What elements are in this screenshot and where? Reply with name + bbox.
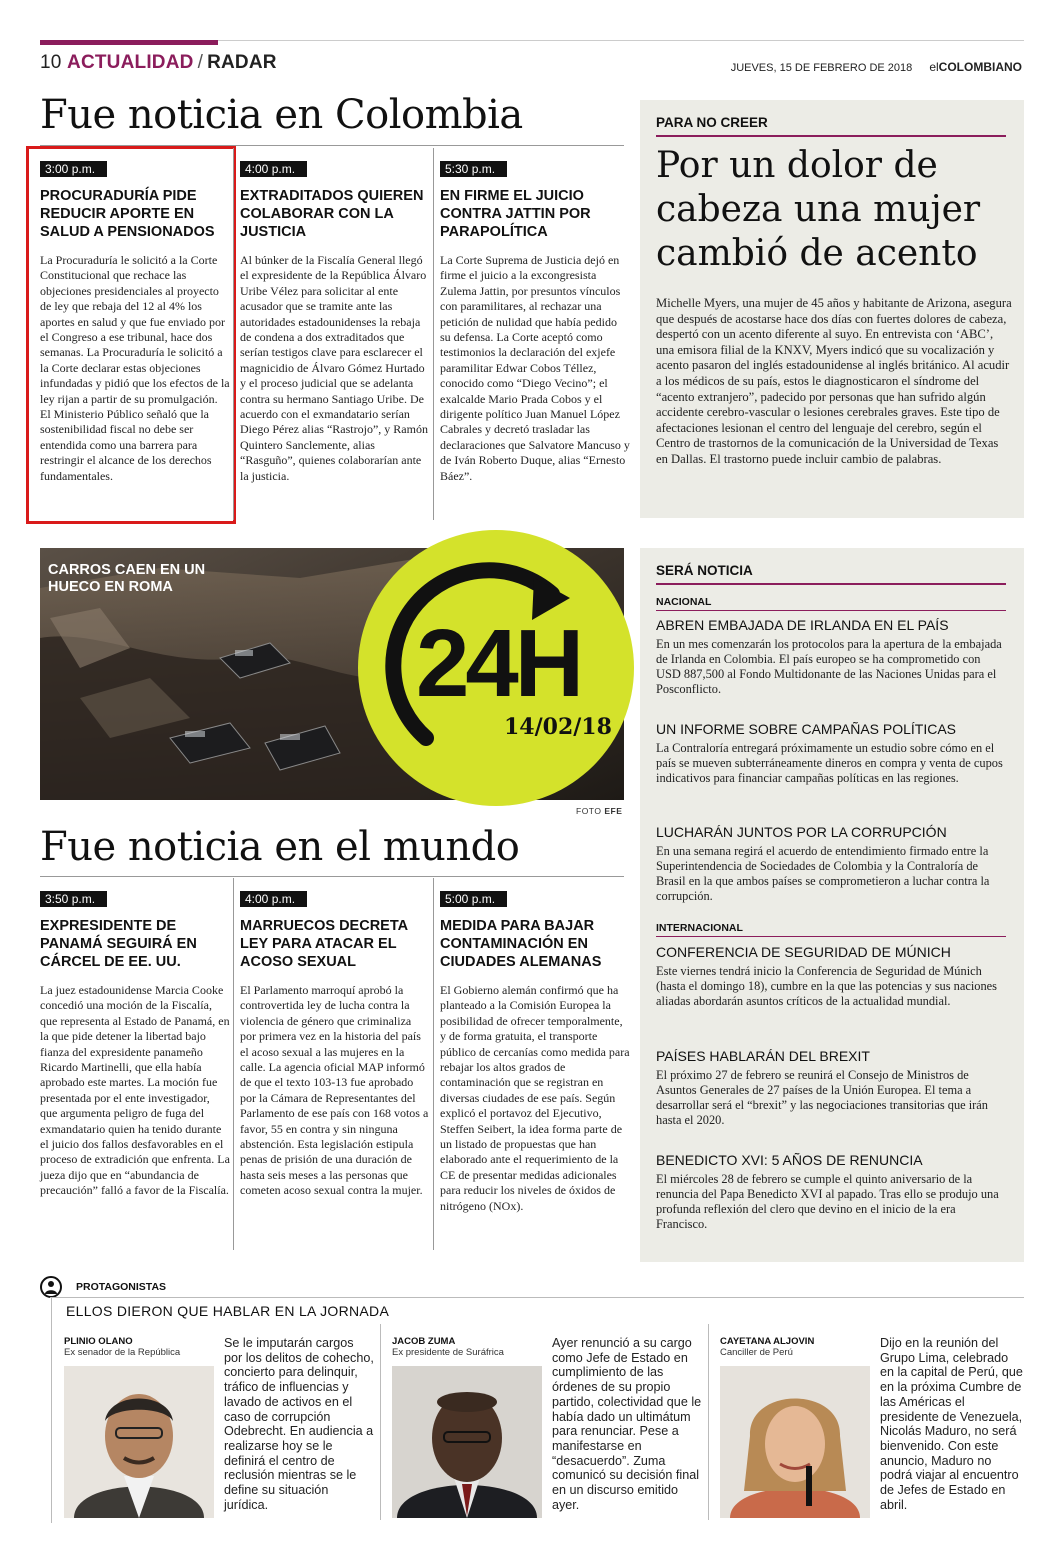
protagonist-header [392, 1336, 542, 1358]
newspaper-brand: elCOLOMBIANO [929, 60, 1022, 74]
colombia-item-1 [40, 158, 230, 484]
time-badge: 4:00 p.m. [240, 891, 307, 907]
item-headline: EN FIRME EL JUICIO CONTRA JATTIN POR PARAPOLÍTICA [440, 188, 591, 240]
column-divider [233, 878, 234, 1250]
protagonistas-label: PROTAGONISTAS [76, 1281, 167, 1293]
protagonist-name: PLINIO OLANO [64, 1336, 133, 1347]
subsection-name: RADAR [207, 52, 277, 73]
protagonist-role: Ex presidente de Suráfrica [392, 1347, 504, 1358]
protagonistas-rule [50, 1297, 1024, 1298]
dateline [731, 60, 1022, 74]
protagonist-photo [64, 1366, 214, 1518]
nacional-label: NACIONAL [656, 596, 712, 608]
subsection-rule [656, 610, 1006, 611]
24h-date: 14/02/18 [504, 714, 612, 740]
time-badge: 5:30 p.m. [440, 161, 507, 177]
column-divider [433, 148, 434, 520]
issue-date: JUEVES, 15 DE FEBRERO DE 2018 [730, 62, 913, 74]
protagonist-name: JACOB ZUMA [392, 1336, 456, 1347]
protagonist-role: Canciller de Perú [720, 1347, 793, 1358]
photo-credit: FOTO EFE [576, 806, 623, 816]
sera-noticia-item: UN INFORME SOBRE CAMPAÑAS POLÍTICAS La Contraloría entregará próximamente un estudio sobre cómo en el país se mueven subterráneamente dineros en compra y venta de cupos indicativos para financiar campañas políticas en las regiones. [656, 721, 1003, 785]
colombia-item-3 [440, 158, 630, 484]
column-divider [233, 148, 234, 520]
sera-noticia-item: LUCHARÁN JUNTOS POR LA CORRUPCIÓN En una semana regirá el acuerdo de entendimiento firmado entre la Superintendencia de Sociedades de Colombia y la Contraloría de Brasil en la que ambos países se comprometieron a luchar contra la corrupción. [656, 824, 990, 903]
protagonist-role: Ex senador de la República [64, 1347, 181, 1358]
sera-noticia-item: ABREN EMBAJADA DE IRLANDA EN EL PAÍS En un mes comenzarán los protocolos para la apertura de la embajada de Irlanda en Colombia. El país europeo se ha comprometido con USD 887,500 al Fondo Multidonante de las Naciones Unidas para el Posconflicto. [656, 617, 1002, 696]
para-no-creer-body: Michelle Myers, una mujer de 45 años y habitante de Arizona, asegura que después de acostarse hace dos días con fuertes dolores de cabeza, despertó con un acento diferente al suyo. En entrevista con ‘ABC’, una emisora filial de la KNXV, Myers indicó que su vocalización y acento pasaron del inglés estadounidense al inglés británico. Al acudir a los médicos de su país, estos le diagnosticaron el síndrome del “acento extranjero”, padecido por personas que han sufrido algún accidente cerebro-vascular o lesiones cerebrales graves. Este tipo de afectaciones lesionan el centro del lenguaje del cerebro, según el Centro de trastornos de la comunicación de la Universidad de Texas en Dallas. El trastorno puede incluir cambio de palabras. [656, 296, 1012, 466]
item-headline: MEDIDA PARA BAJAR CONTAMINACIÓN EN CIUDADES ALEMANAS [440, 918, 602, 970]
24h-badge [356, 528, 636, 808]
mundo-item-3 [440, 888, 630, 1214]
page-number: 10 [40, 52, 62, 73]
item-headline: EXPRESIDENTE DE PANAMÁ SEGUIRÁ EN CÁRCEL DE EE. UU. [40, 918, 197, 970]
sera-noticia-item: PAÍSES HABLARÁN DEL BREXIT El próximo 27 de febrero se reunirá el Consejo de Ministros de Asuntos Generales de 27 países de la Unión Europea. El tema a desarrollar será el “brexit” y las negociaciones transitorias que irán hasta el 2020. [656, 1048, 988, 1127]
mundo-item-1 [40, 888, 230, 1199]
mundo-item-2 [240, 888, 430, 1199]
protagonist-text: Se le imputarán cargos por los delitos de cohecho, concierto para delinquir, tráfico de influencias y lavado de activos en el caso de corrupción Odebrecht. En audiencia a realizarse hoy se le definirá el centro de reclusión mientras se le define su situación jurídica. [224, 1336, 374, 1512]
subsection-rule [656, 936, 1006, 937]
panel-accent-rule [656, 135, 1006, 137]
mundo-heading: Fue noticia en el mundo [40, 824, 520, 870]
person-icon [40, 1276, 62, 1298]
protagonist-photo [720, 1366, 870, 1518]
page-header: 10 ACTUALIDAD / RADAR [40, 52, 277, 73]
item-body: El Parlamento marroquí aprobó la controvertida ley de lucha contra la violencia de género que criminaliza por primera vez en la historia del país el acoso sexual a las mujeres en la calle. La agencia oficial MAP informó de que el texto 103-13 fue aprobado por la Cámara de Representantes del Parlamento de ese país con 168 votos a favor, 55 en contra y sin ninguna abstención. Esta legislación estipula penas de prisión de una duración de hasta seis meses a las personas que cometen acoso sexual contra la mujer. [240, 983, 429, 1198]
mundo-top-rule [40, 876, 624, 877]
header-accent-bar [40, 40, 218, 45]
item-body: La Corte Suprema de Justicia dejó en firme el juicio a la excongresista Zulema Jattin, por presuntos vínculos con paramilitares, al rechazar una petición de nulidad que había pedido su defensa. La Corte aceptó como testimonios la declaración del exjefe paramilitar Edwar Cobos Téllez, conocido como “Diego Vecino”; el exalcalde Mario Prada Cobos y el dirigente político Juan Manuel López Cabrales y decretó trasladar las declaraciones que Salvatore Mancuso y de Iván Roberto Duque, alias “Ernesto Báez”. [440, 253, 630, 483]
protagonist-text: Ayer renunció a su cargo como Jefe de Estado en cumplimiento de las órdenes de su propio partido, colectividad que le había dado un ultimátum para renunciar. Pese a manifestarse en “desacuerdo”. Zuma comunicó su decisión final en un discurso emitido ayer. [552, 1336, 702, 1512]
protagonist-divider [380, 1324, 381, 1520]
para-no-creer-title: Por un dolor de cabeza una mujer cambió de acento [656, 145, 981, 274]
internacional-label: INTERNACIONAL [656, 922, 743, 934]
24h-text: 24H [416, 610, 581, 717]
time-badge: 3:00 p.m. [40, 161, 107, 177]
sera-noticia-item: CONFERENCIA DE SEGURIDAD DE MÚNICH Este viernes tendrá inicio la Conferencia de Seguridad de Múnich (hasta el domingo 18), cumbre en la que las potencias y sus naciones aliadas abordarán asuntos críticos de la actualidad mundial. [656, 944, 997, 1008]
time-badge: 4:00 p.m. [240, 161, 307, 177]
panel-accent-rule [656, 583, 1006, 585]
item-headline: EXTRADITADOS QUIEREN COLABORAR CON LA JUSTICIA [240, 188, 424, 240]
item-body: El Gobierno alemán confirmó que ha planteado a la Comisión Europea la posibilidad de ofrecer temporalmente, y de forma gratuita, el transporte público de cercanías como medida para rebajar los altos grados de contaminación que se registran en diversas ciudades de ese país. Según explicó el portavoz del Ejecutivo, Steffen Seibert, la idea forma parte de un listado de propuestas que han elaborado ante el requerimiento de la CE de presentar medidas adicionales para reducir los niveles de óxidos de nitrógeno (NOx). [440, 983, 630, 1213]
column-divider [433, 878, 434, 1250]
item-headline: MARRUECOS DECRETA LEY PARA ATACAR EL ACOSO SEXUAL [240, 918, 408, 970]
protagonist-photo [392, 1366, 542, 1518]
protagonist-text: Dijo en la reunión del Grupo Lima, celebrado en la capital de Perú, que en la próxima Cumbre de las Américas el presidente de Venezuela, Nicolás Maduro, no será bienvenido. Con este anuncio, Maduro no podrá viajar al encuentro de Jefes de Estado en abril. [880, 1336, 1023, 1512]
protagonistas-left-rule [51, 1297, 52, 1523]
item-body: La juez estadounidense Marcia Cooke concedió una moción de la Fiscalía, que representa al Estado de Panamá, en la que pide detener la libertad bajo fianza del expresidente panameño Ricardo Martinelli, que ella había aprobado este martes. La moción fue presentada por el ente investigador, que argumenta peligro de fuga del exmandatario quien ha tenido durante el juicio dos fallos desfavorables en el proceso de extradición que enfrenta. La jueza dijo que en “abundancia de precaución” falló a favor de la Fiscalía. [40, 983, 230, 1198]
sera-noticia-label: SERÁ NOTICIA [656, 563, 753, 578]
item-headline: PROCURADURÍA PIDE REDUCIR APORTE EN SALUD A PENSIONADOS [40, 188, 215, 240]
protagonist-header [64, 1336, 214, 1358]
para-no-creer-label: PARA NO CREER [656, 115, 768, 130]
sera-noticia-item: BENEDICTO XVI: 5 AÑOS DE RENUNCIA El miércoles 28 de febrero se cumple el quinto aniversario de la renuncia del Papa Benedicto XVI al papado. Tras ello se produjo una profunda reflexión del clero que devino en el inicio de la era Francisco. [656, 1152, 999, 1231]
colombia-item-2 [240, 158, 430, 484]
protagonist-name: CAYETANA ALJOVIN [720, 1336, 815, 1347]
protagonistas-subtitle: ELLOS DIERON QUE HABLAR EN LA JORNADA [66, 1303, 390, 1319]
item-body: La Procuraduría le solicitó a la Corte Constitucional que rechace las objeciones presidenciales al proyecto de ley que rebaja del 12 al 4% los aportes en salud y que fue enviado por el Congreso a ese tribunal, hace dos semanas. La Procuraduría le solicitó a la Corte declarar estas objeciones infundadas y pidió que los efectos de la ley rijan a partir de su promulgación. El Ministerio Público señaló que la sostenibilidad fiscal no debe ser entendida como una barrera para restringir el alcance de los derechos fundamentales. [40, 253, 230, 483]
section-name: ACTUALIDAD [67, 52, 194, 73]
protagonist-header [720, 1336, 870, 1358]
item-body: Al búnker de la Fiscalía General llegó el expresidente de la República Álvaro Uribe Vélez para solicitar al ente acusador que se tramite ante las autoridades estadounidenses la rebaja de condena a dos extraditados que serían testigos clave para esclarecer el magnicidio de Álvaro Gómez Hurtado y el proceso judicial que se adelanta contra su hermano Santiago Uribe. De acuerdo con el exmandatario serían Diego Pérez alias “Rastrojo”, y Ramón Quintero Sanclemente, alias “Rasguño”, quienes colaborarían ante la justicia. [240, 253, 428, 483]
colombia-heading: Fue noticia en Colombia [40, 92, 523, 138]
photo-caption: CARROS CAEN EN UN HUECO EN ROMA [48, 562, 206, 595]
protagonist-divider [708, 1324, 709, 1520]
time-badge: 5:00 p.m. [440, 891, 507, 907]
time-badge: 3:50 p.m. [40, 891, 107, 907]
